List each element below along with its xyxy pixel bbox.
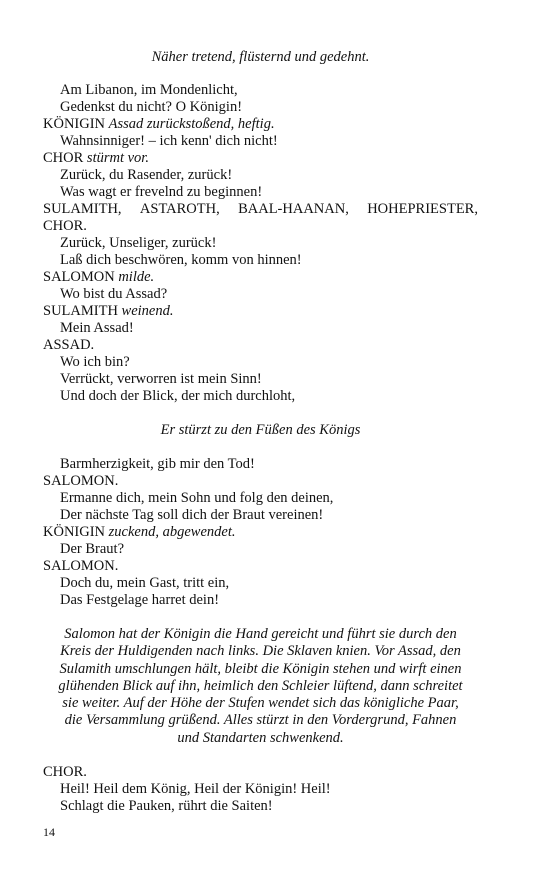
speaker-line bbox=[43, 269, 478, 286]
spacer bbox=[43, 66, 478, 82]
verse-line: Und doch der Blick, der mich durchloht, bbox=[60, 388, 296, 404]
speaker-name: KÖNIGIN bbox=[43, 116, 106, 132]
speaker-line bbox=[43, 558, 478, 575]
verse-line: Wo ich bin? bbox=[60, 354, 130, 370]
speaker-line bbox=[43, 764, 478, 781]
stage-direction-line: glühenden Blick auf ihn, heimlich den Schleier lüftend, dann schreitet bbox=[58, 677, 463, 694]
verse-block-1 bbox=[43, 82, 478, 201]
verse-line: Der Braut? bbox=[60, 541, 125, 557]
speaker-name: SULAMITH bbox=[43, 303, 118, 319]
speaker-line bbox=[43, 218, 478, 235]
verse-line: Wo bist du Assad? bbox=[60, 286, 168, 302]
page-content bbox=[43, 49, 478, 815]
speaker-name: SALOMON bbox=[43, 269, 115, 285]
verse-line: Zurück, du Rasender, zurück! bbox=[60, 167, 233, 183]
speaker-name: KÖNIGIN bbox=[43, 524, 106, 540]
speaker-name: SALOMON. bbox=[43, 473, 119, 489]
speaker-name: CHOR. bbox=[43, 218, 87, 234]
speaker-name: ASSAD. bbox=[43, 337, 95, 353]
stage-direction-line: und Standarten schwenkend. bbox=[177, 729, 344, 746]
speaker-name: ASTAROTH, bbox=[139, 201, 220, 217]
verse-line: Was wagt er frevelnd zu beginnen! bbox=[60, 184, 263, 200]
speaker-name: SULAMITH, bbox=[43, 201, 122, 217]
page-number: 14 bbox=[43, 825, 55, 839]
speaker-name: BAAL-HAANAN, bbox=[238, 201, 349, 217]
speaker-line bbox=[43, 150, 478, 167]
verse-line: Schlagt die Pauken, rührt die Saiten! bbox=[60, 798, 273, 815]
stage-direction-paragraph bbox=[43, 626, 478, 747]
speaker-name: SALOMON. bbox=[43, 558, 119, 574]
stage-direction-inline: weinend. bbox=[121, 303, 174, 319]
verse-line: Gedenkst du nicht? O Königin! bbox=[60, 99, 243, 115]
verse-line: Am Libanon, im Mondenlicht, bbox=[60, 82, 238, 98]
verse-line: Das Festgelage harret dein! bbox=[60, 592, 220, 608]
stage-direction-line: sie weiter. Auf der Höhe der Stufen wendet sich das königliche Paar, bbox=[62, 695, 459, 712]
spacer bbox=[43, 609, 478, 626]
stage-direction-inline: Assad zurückstoßend, heftig. bbox=[108, 116, 275, 132]
verse-line: Verrückt, verworren ist mein Sinn! bbox=[60, 371, 262, 387]
verse-line: Doch du, mein Gast, tritt ein, bbox=[60, 575, 230, 591]
stage-direction-line: die Versammlung grüßend. Alles stürzt in den Vordergrund, Fahnen bbox=[64, 712, 457, 729]
verse-block-2 bbox=[43, 218, 478, 405]
speaker-line bbox=[43, 303, 478, 320]
verse-line: Mein Assad! bbox=[60, 320, 134, 336]
verse-line: Laß dich beschwören, komm von hinnen! bbox=[60, 252, 302, 268]
verse-line: Heil! Heil dem König, Heil der Königin! Heil! bbox=[60, 781, 331, 798]
stage-direction-inline: stürmt vor. bbox=[86, 150, 149, 166]
verse-line: Wahnsinniger! – ich kenn' dich nicht! bbox=[60, 133, 278, 149]
stage-direction-middle: Er stürzt zu den Füßen des Königs bbox=[160, 422, 361, 438]
speaker-name: HOHEPRIESTER, bbox=[367, 201, 478, 217]
verse-block-4 bbox=[43, 764, 478, 815]
speaker-line bbox=[43, 116, 478, 133]
stage-direction-line: Salomon hat der Königin die Hand gereicht und führt sie durch den bbox=[64, 626, 457, 642]
stage-direction-line: Kreis der Huldigenden nach links. Die Sklaven knien. Vor Assad, den bbox=[60, 643, 461, 660]
spacer bbox=[43, 405, 478, 422]
stage-direction-inline: zuckend, abgewendet. bbox=[108, 524, 236, 540]
verse-block-3 bbox=[43, 456, 478, 609]
speaker-line bbox=[43, 337, 478, 354]
speaker-name: CHOR bbox=[43, 150, 84, 166]
spacer bbox=[43, 747, 478, 764]
speaker-line bbox=[43, 524, 478, 541]
stage-direction-top: Näher tretend, flüsternd und gedehnt. bbox=[151, 49, 370, 65]
spacer bbox=[43, 439, 478, 456]
speaker-list-justified bbox=[43, 201, 478, 218]
stage-direction-line: Sulamith umschlungen hält, bleibt die Königin stehen und wirft einen bbox=[59, 660, 462, 677]
verse-line: Ermanne dich, mein Sohn und folg den deinen, bbox=[60, 490, 334, 506]
verse-line: Barmherzigkeit, gib mir den Tod! bbox=[60, 456, 255, 472]
verse-line: Zurück, Unseliger, zurück! bbox=[60, 235, 217, 251]
stage-direction-inline: milde. bbox=[118, 269, 155, 285]
speaker-name: CHOR. bbox=[43, 764, 87, 781]
speaker-line bbox=[43, 473, 478, 490]
verse-line: Der nächste Tag soll dich der Braut vereinen! bbox=[60, 507, 324, 523]
